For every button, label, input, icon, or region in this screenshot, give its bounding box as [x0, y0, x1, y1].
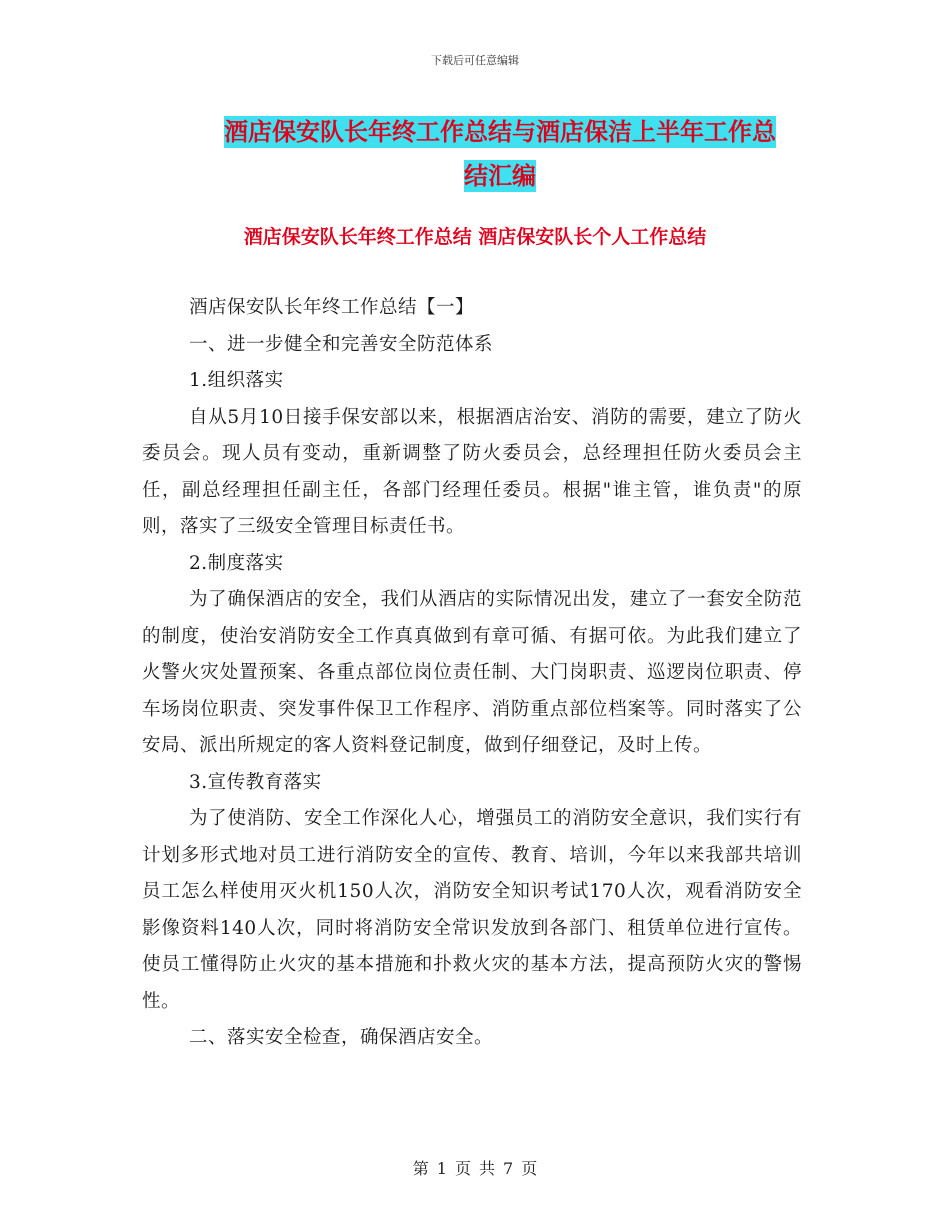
footer-sep: 共 [479, 1159, 496, 1178]
page-number: 1 [436, 1159, 447, 1178]
subsection-heading: 2.制度落实 [189, 552, 284, 574]
footer-suffix: 页 [521, 1159, 538, 1178]
footer-prefix: 第 [412, 1159, 429, 1178]
body-paragraph: 为了使消防、安全工作深化人心，增强员工的消防安全意识，我们实行有计划多形式地对员工进行消防安全的宣传、教育、培训，今年以来我部共培训员工怎么样使用灭火机150人次，消防安全知识考试170人次，观看消防安全影像资料140人次，同时将消防安全常识发放到各部门、租赁单位进行宣传。使员工懂得防止火灾的基本措施和扑救火灾的基本方法，提高预防火灾的警惕性。 [142, 808, 802, 1012]
subsection-heading: 3.宣传教育落实 [189, 771, 322, 793]
total-pages: 7 [503, 1159, 514, 1178]
section-heading: 酒店保安队长年终工作总结【一】 [189, 297, 475, 318]
section-heading: 一、进一步健全和完善安全防范体系 [189, 333, 494, 355]
document-title [190, 110, 810, 198]
body-paragraph: 为了确保酒店的安全，我们从酒店的实际情况出发，建立了一套安全防范的制度，使治安消防安全工作真真做到有章可循、有据可依。为此我们建立了火警火灾处置预案、各重点部位岗位责任制、大门岗职责、巡逻岗位职责、停车场岗位职责、突发事件保卫工作程序、消防重点部位档案等。同时落实了公安局、派出所规定的客人资料登记制度，做到仔细登记，及时上传。 [142, 589, 802, 756]
body-paragraph: 自从5月10日接手保安部以来，根据酒店治安、消防的需要，建立了防火委员会。现人员有变动，重新调整了防火委员会，总经理担任防火委员会主任，副总经理担任副主任，各部门经理任委员。根据"谁主管，谁负责"的原则，落实了三级安全管理目标责任书。 [142, 406, 802, 537]
document-body [142, 290, 802, 1057]
document-title-line-2: 结汇编 [464, 162, 536, 190]
header-note: 下载后可任意编辑 [431, 54, 519, 67]
document-subtitle: 酒店保安队长年终工作总结 酒店保安队长个人工作总结 [243, 226, 707, 248]
footer-mid: 页 [454, 1159, 471, 1178]
section-heading: 二、落实安全检查，确保酒店安全。 [189, 1027, 494, 1048]
page-footer [0, 1156, 950, 1179]
document-title-line-1: 酒店保安队长年终工作总结与酒店保洁上半年工作总 [224, 118, 776, 146]
subsection-heading: 1.组织落实 [189, 370, 284, 391]
